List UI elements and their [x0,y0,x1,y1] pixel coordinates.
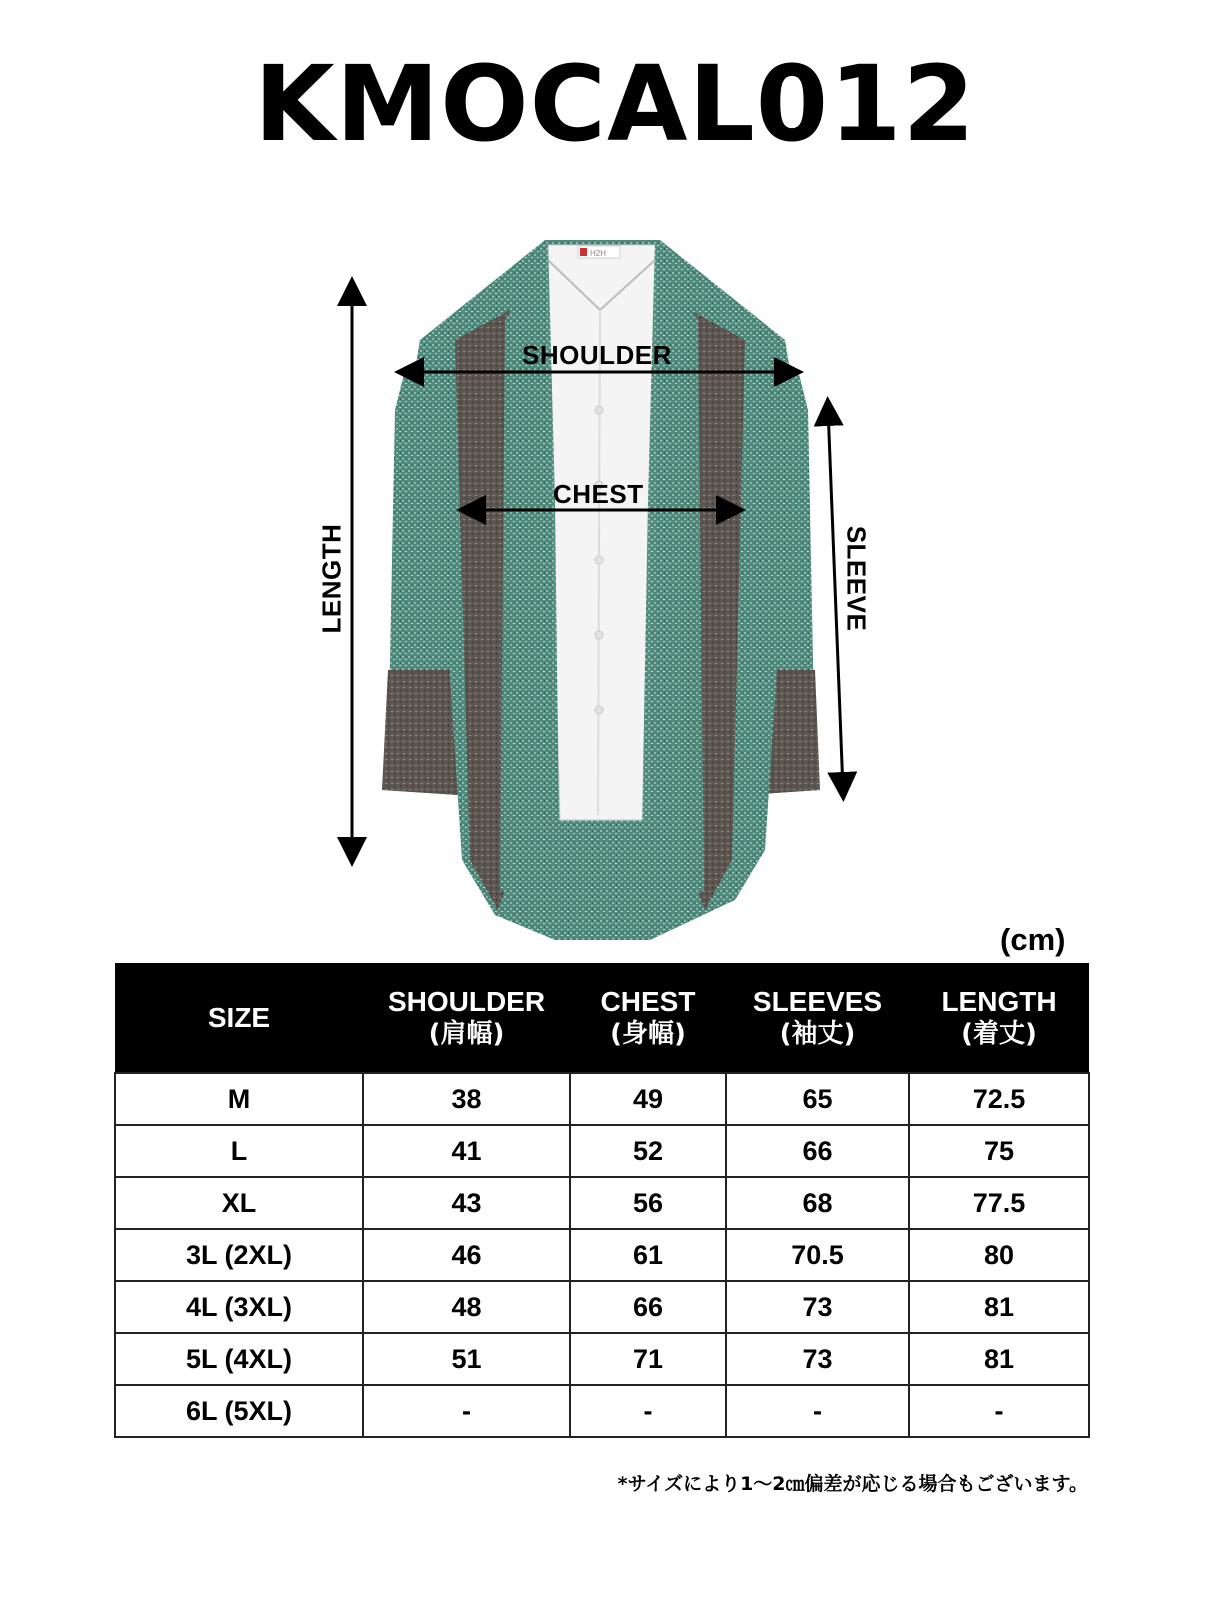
product-code-title: KMOCAL012 [254,43,976,165]
cell-sleeves: 66 [726,1125,909,1177]
length-label: LENGTH [316,523,347,634]
size-deviation-note: *サイズにより1〜2㎝偏差が応じる場合もございます。 [617,1473,1088,1495]
shoulder-label: SHOULDER [522,340,672,370]
size-chart-table [114,963,1090,1438]
cell-chest: 71 [570,1333,726,1385]
cell-sleeves: 73 [726,1281,909,1333]
cell-size: 5L (4XL) [115,1333,363,1385]
cell-length: 77.5 [909,1177,1089,1229]
cell-sleeves: 68 [726,1177,909,1229]
unit-label: (cm) [1000,922,1066,957]
cell-shoulder: 38 [363,1073,570,1125]
brand-tag-text: H2H [590,249,607,258]
header-length: LENGTH (着丈) [909,963,1089,1073]
cell-length: 80 [909,1229,1089,1281]
cell-length: 75 [909,1125,1089,1177]
cell-length: - [909,1385,1089,1437]
cardigan-illustration [0,200,1230,960]
cell-shoulder: - [363,1385,570,1437]
brand-tag-mark [580,248,587,256]
cell-size: 3L (2XL) [115,1229,363,1281]
garment-measurement-diagram [0,200,1230,960]
cell-size: M [115,1073,363,1125]
cell-chest: 66 [570,1281,726,1333]
cell-chest: 61 [570,1229,726,1281]
cell-length: 81 [909,1281,1089,1333]
cell-shoulder: 43 [363,1177,570,1229]
table-row [115,1229,1089,1281]
table-row [115,1073,1089,1125]
header-size: SIZE [115,963,363,1073]
table-row [115,1385,1089,1437]
cell-size: 4L (3XL) [115,1281,363,1333]
cell-length: 72.5 [909,1073,1089,1125]
cell-chest: 52 [570,1125,726,1177]
cell-sleeves: 70.5 [726,1229,909,1281]
cell-length: 81 [909,1333,1089,1385]
table-row [115,1177,1089,1229]
header-sleeves: SLEEVES (袖丈) [726,963,909,1073]
table-row [115,1125,1089,1177]
table-header-row [115,963,1089,1073]
cell-shoulder: 46 [363,1229,570,1281]
cell-size: 6L (5XL) [115,1385,363,1437]
table-row [115,1281,1089,1333]
header-shoulder: SHOULDER (肩幅) [363,963,570,1073]
cell-size: L [115,1125,363,1177]
cell-chest: 49 [570,1073,726,1125]
cell-shoulder: 48 [363,1281,570,1333]
cell-shoulder: 51 [363,1333,570,1385]
table-row [115,1333,1089,1385]
cell-sleeves: - [726,1385,909,1437]
shirt [545,245,658,820]
cell-shoulder: 41 [363,1125,570,1177]
cell-sleeves: 65 [726,1073,909,1125]
cell-size: XL [115,1177,363,1229]
header-chest: CHEST (身幅) [570,963,726,1073]
chest-label: CHEST [553,479,644,509]
left-cuff [382,670,460,795]
cell-chest: 56 [570,1177,726,1229]
cell-sleeves: 73 [726,1333,909,1385]
sleeve-label: SLEEVE [841,525,872,632]
cell-chest: - [570,1385,726,1437]
